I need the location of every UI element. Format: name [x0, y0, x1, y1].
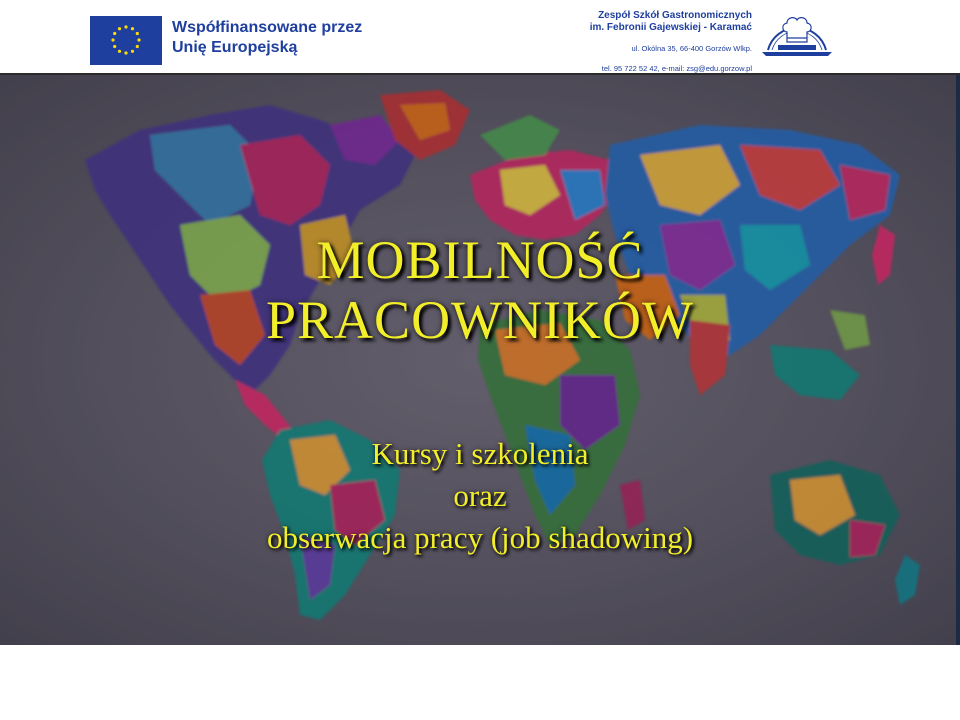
- eu-line-1: Współfinansowane przez: [172, 19, 363, 36]
- school-name-line-2: im. Febronii Gajewskiej - Karamać: [589, 22, 752, 33]
- slide-right-border: [956, 75, 960, 645]
- chef-hat-logo-icon: [758, 6, 836, 58]
- subtitle-line-3: obserwacja pracy (job shadowing): [266, 520, 694, 555]
- school-name-line-1: Zespół Szkół Gastronomicznych: [598, 10, 752, 21]
- subtitle-line-2: oraz: [453, 478, 507, 513]
- eu-line-2: Unię Europejską: [172, 39, 298, 56]
- slide-subtitle: [0, 433, 960, 559]
- eu-cofinancing-text: [172, 18, 362, 58]
- slide-hero: [0, 75, 960, 645]
- world-map-icon: [0, 75, 960, 645]
- title-line-2: PRACOWNIKÓW: [266, 290, 694, 350]
- slide-header: [0, 0, 960, 74]
- eu-flag-icon: [90, 16, 162, 65]
- school-info: [522, 10, 752, 74]
- slide-title: [0, 230, 960, 350]
- school-address: ul. Okólna 35, 66-400 Gorzów Wlkp.: [631, 44, 752, 53]
- title-line-1: MOBILNOŚĆ: [316, 230, 644, 290]
- school-contact: tel. 95 722 52 42, e-mail: zsg@edu.gorzow.pl: [601, 64, 752, 73]
- subtitle-line-1: Kursy i szkolenia: [371, 436, 589, 471]
